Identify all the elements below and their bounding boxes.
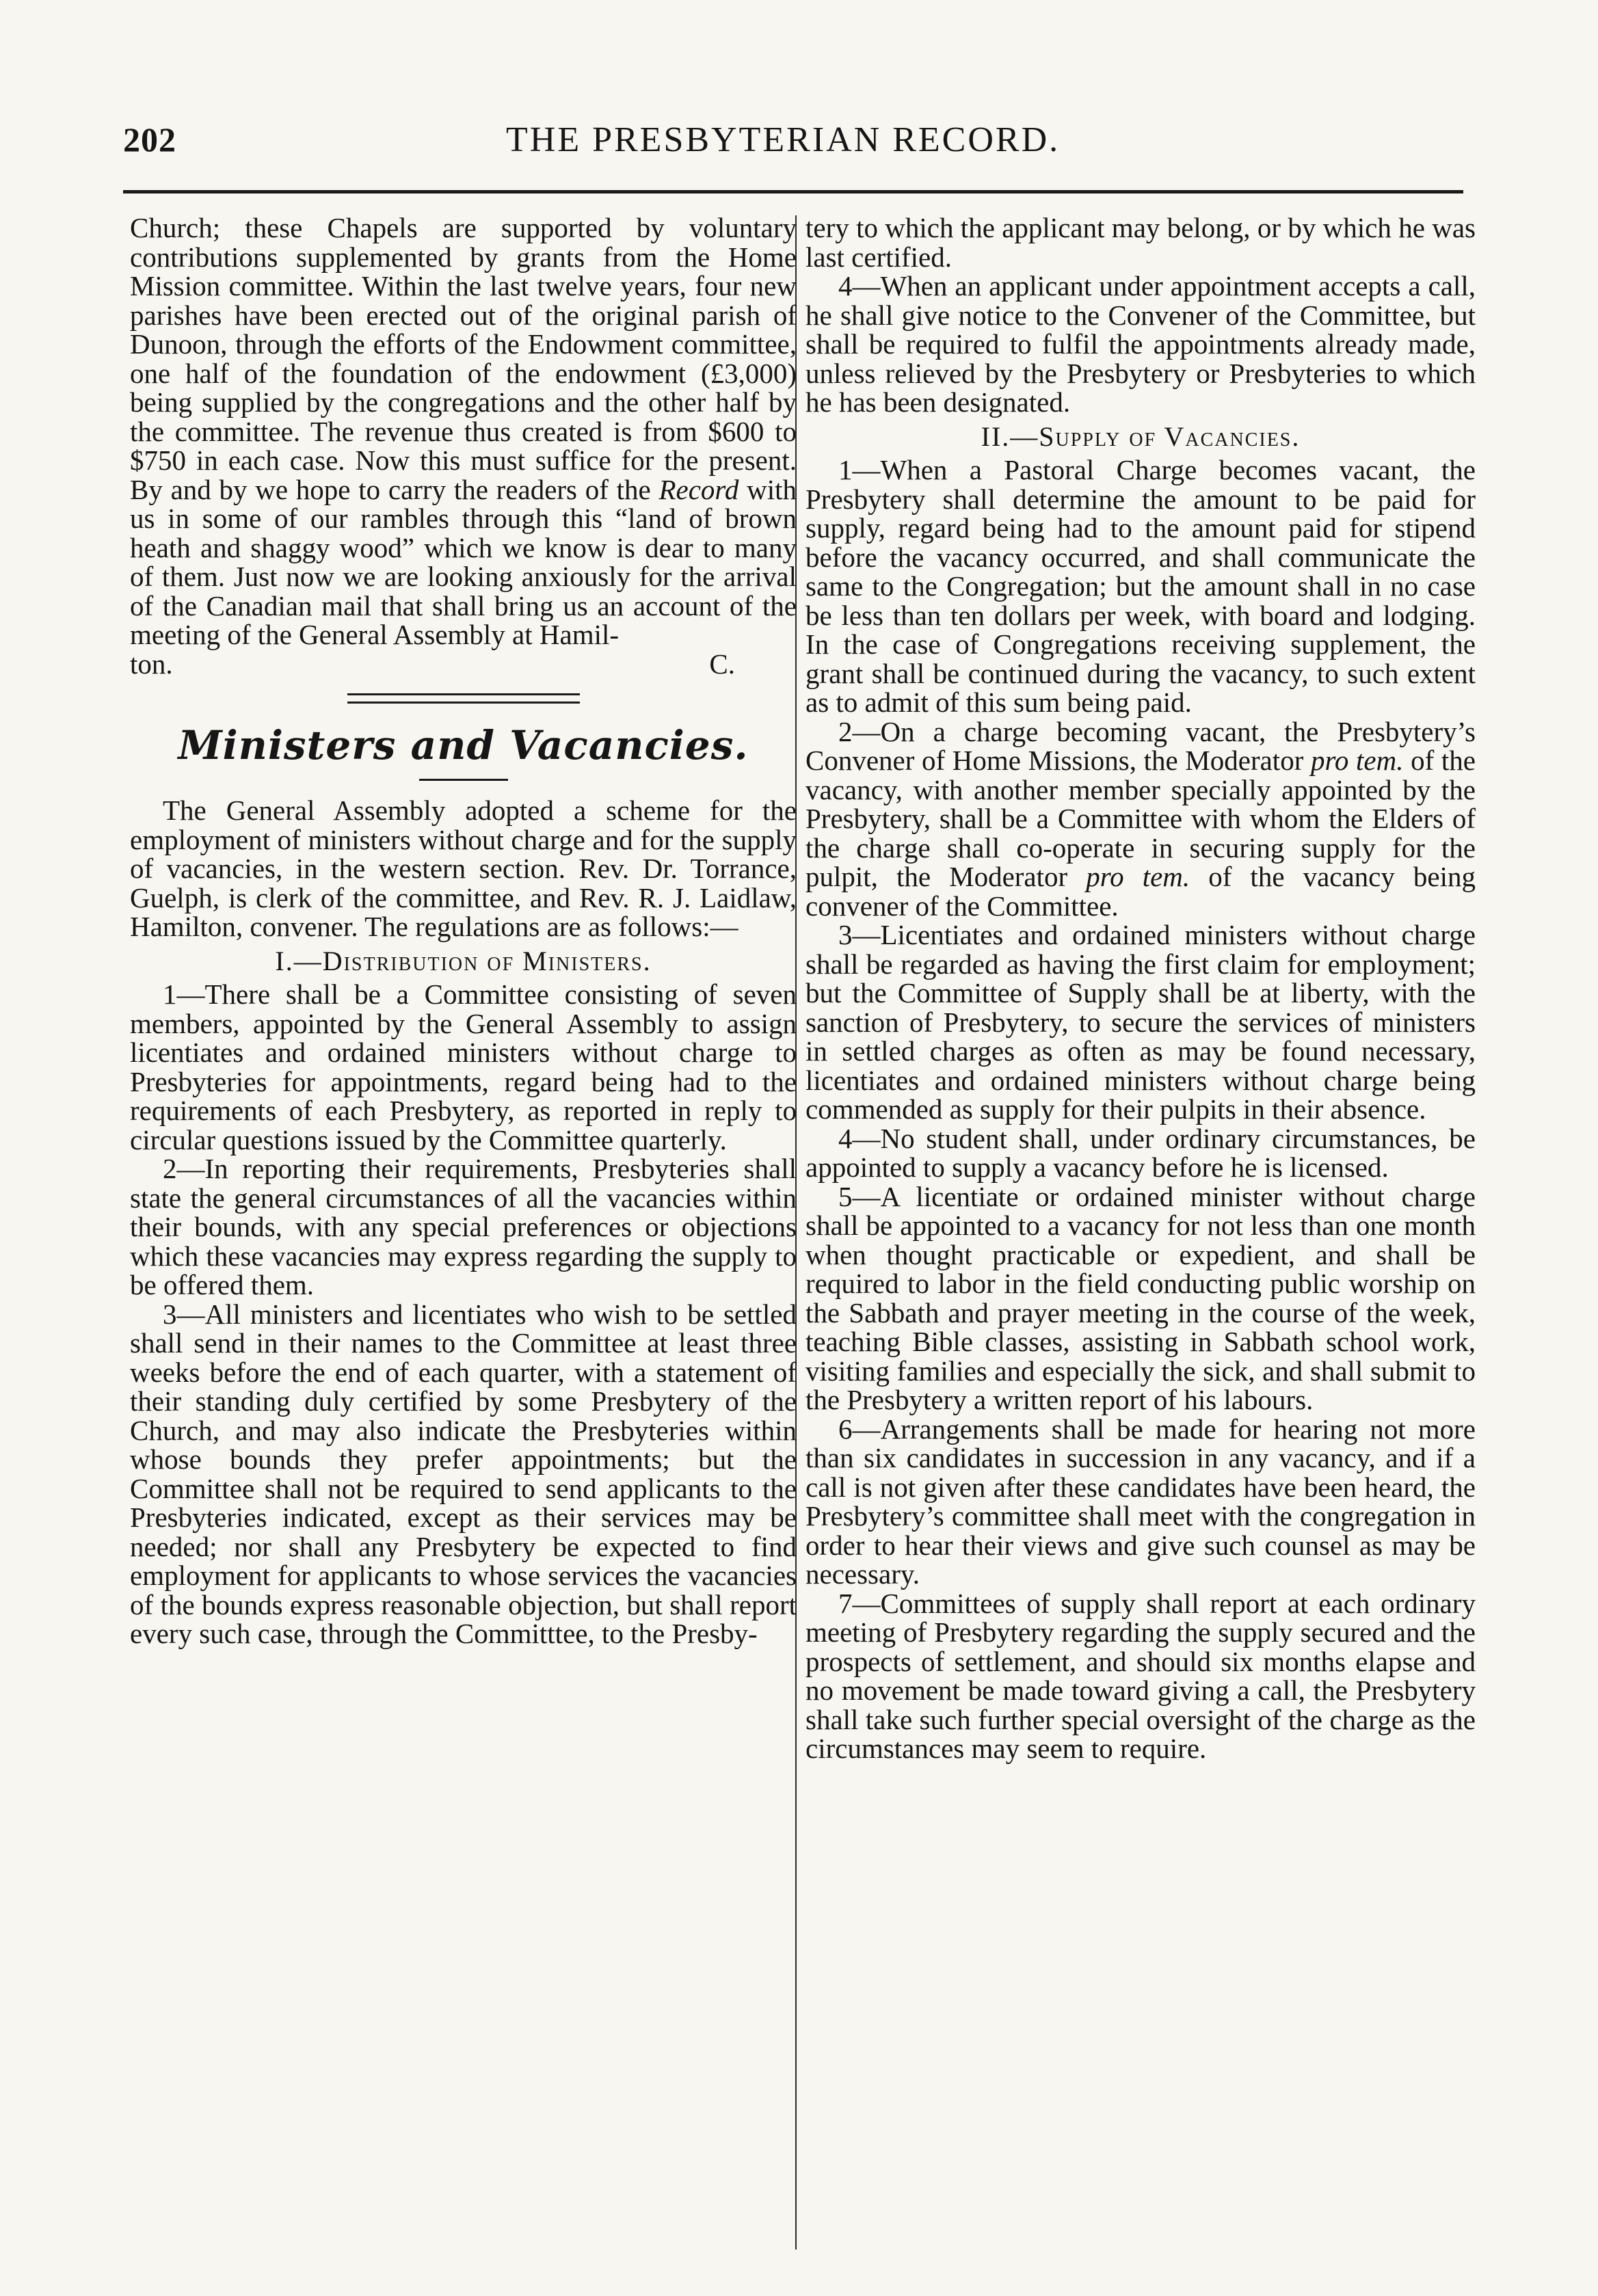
header-rule: [123, 190, 1463, 193]
section-double-rule: [347, 693, 580, 704]
regulation-3: 3—All ministers and licentiates who wish to be settled shall send in their names to the Committee at least three weeks before the end of each quarter, with a statement of their standing duly certified by some Presbytery of the Church, and may also indicate the Presbyteries within whose bounds they prefer appointments; but the Committee shall not be required to send applicants to the Presbyteries indicated, except as their services may be needed; nor shall any Presbytery be expected to find employment for applicants to whose services the vacancies of the bounds express reasonable objection, but shall report every such case, through the Committtee, to the Presby-: [130, 1298, 797, 1649]
supply-2-text-a: 2—On a charge becoming vacant, the Presbytery’s Convener of Home Missions, the Moderator: [805, 715, 1476, 776]
supply-3: 3—Licentiates and ordained ministers without charge shall be regarded as having the first claim for employment; but the Committee of Supply shall be at liberty, with the sanction of Presbytery, to secure the services of ministers in settled charges as often as may be found necessary, licentiates and ordained ministers without charge being commended as supply for their pulpits in their absence.: [805, 919, 1476, 1125]
regulation-2: 2—In reporting their requirements, Presbyteries shall state the general circumstances of all the vacancies within their bounds, with any special preferences or objections which these vacancies may express regarding the supply to be offered them.: [130, 1153, 797, 1300]
regulation-1: 1—There shall be a Committee consisting of seven members, appointed by the General Assembly to assign licentiates and ordained ministers without charge to Presbyteries for appointments, regard being had to the requirements of each Presbytery, as reported in reply to circular questions issued by the Committee quarterly.: [130, 978, 797, 1156]
subheading-distribution: I.—Distribution of Ministers.: [275, 945, 652, 976]
right-column: [805, 213, 1476, 1763]
page-header: [123, 120, 1463, 174]
pro-tem-italic-1: pro tem.: [1310, 745, 1404, 776]
subheading-supply: II.—Supply of Vacancies.: [981, 421, 1301, 452]
regulation-3-continued: tery to which the applicant may belong, or by which he was last certified.: [805, 212, 1476, 273]
supply-7: 7—Committees of supply shall report at each ordinary meeting of Presbytery regarding the supply secured and the prospects of settlement, and should six months elapse and no movement be made toward giving a call, the Presbytery shall take such further special oversight of the charge as the circumstances may seem to require.: [805, 1587, 1476, 1764]
section-title: Ministers and Vacancies.: [178, 722, 749, 769]
supply-2: [805, 717, 1476, 921]
supply-1: 1—When a Pastoral Charge becomes vacant, the Presbytery shall determine the amount to be paid for supply, regard being had to the amount paid for stipend before the vacancy occurred, and shall communicate the same to the Congregation; but the amount shall in no case be less than ten dollars per week, with board and lodging. In the case of Congregations receiving supplement, the grant shall be continued during the vacancy, to such extent as to admit of this sum being paid.: [805, 454, 1476, 718]
record-italic: Record: [658, 473, 739, 505]
supply-6: 6—Arrangements shall be made for hearing not more than six candidates in succession in any vacancy, and if a call is not given after these candidates have been heard, the Presbytery’s committee shall meet with the congregation in order to hear their views and give such counsel as may be necessary.: [805, 1413, 1476, 1590]
article-signature: C.: [709, 648, 735, 680]
article-text-rest: with us in some of our rambles through this “land of brown heath and shaggy wood” which we know is dear to many of them. Just now we are looking anxiously for the arrival of the Canadian mail that shall bring us an account of the meeting of the General Assembly at Hamil-: [130, 473, 797, 650]
regulation-4: 4—When an applicant under appointment accepts a call, he shall give notice to the Convener of the Committee, but shall be required to fulfil the appointments already made, unless relieved by the Presbytery or Presbyteries to which he has been designated.: [805, 270, 1476, 418]
title-underline: [419, 779, 508, 781]
pro-tem-italic-2: pro tem.: [1086, 861, 1190, 892]
article-text: Church; these Chapels are supported by voluntary contributions supplemented by grants from the Home Mission committee. Within the last twelve years, four new parishes have been erected out of the original parish of Dunoon, through the efforts of the Endowment committee, one half of the foundation of the endowment (£3,000) being supplied by the congregations and the other half by the committee. The revenue thus created is from $600 to $750 in each case. Now this must suffice for the present. By and by we hope to carry the readers of the: [130, 212, 797, 505]
supply-5: 5—A licentiate or ordained minister without charge shall be appointed to a vacancy for not less than one month when thought practicable or expedient, and shall be required to labor in the field conducting public worship on the Sabbath and prayer meeting in the course of the week, teaching Bible classes, assisting in Sabbath school work, visiting families and especially the sick, and shall submit to the Presbytery a written report of his labours.: [805, 1180, 1476, 1415]
article-last-word: ton.: [130, 648, 173, 680]
article-continuation: [130, 213, 797, 650]
intro-paragraph: The General Assembly adopted a scheme for the employment of ministers without charge and for the supply of vacancies, in the western section. Rev. Dr. Torrance, Guelph, is clerk of the committee, and Rev. R. J. Laidlaw, Hamilton, convener. The regulations are as follows:—: [130, 795, 797, 942]
signature-line: [130, 650, 797, 679]
running-title: THE PRESBYTERIAN RECORD.: [506, 120, 1061, 159]
left-column: [130, 213, 797, 1648]
supply-4: 4—No student shall, under ordinary circumstances, be appointed to supply a vacancy before he is licensed.: [805, 1122, 1476, 1183]
page-number: 202: [123, 120, 176, 159]
supply-2-text-b: of the vacancy, with another member specially appointed by the Presbytery, shall be a Committee with whom the Elders of the charge shall co-operate in securing supply for the pulpit, the Moderator: [805, 745, 1476, 892]
supply-2-text-c: of the vacancy being convener of the Committee.: [805, 861, 1476, 922]
